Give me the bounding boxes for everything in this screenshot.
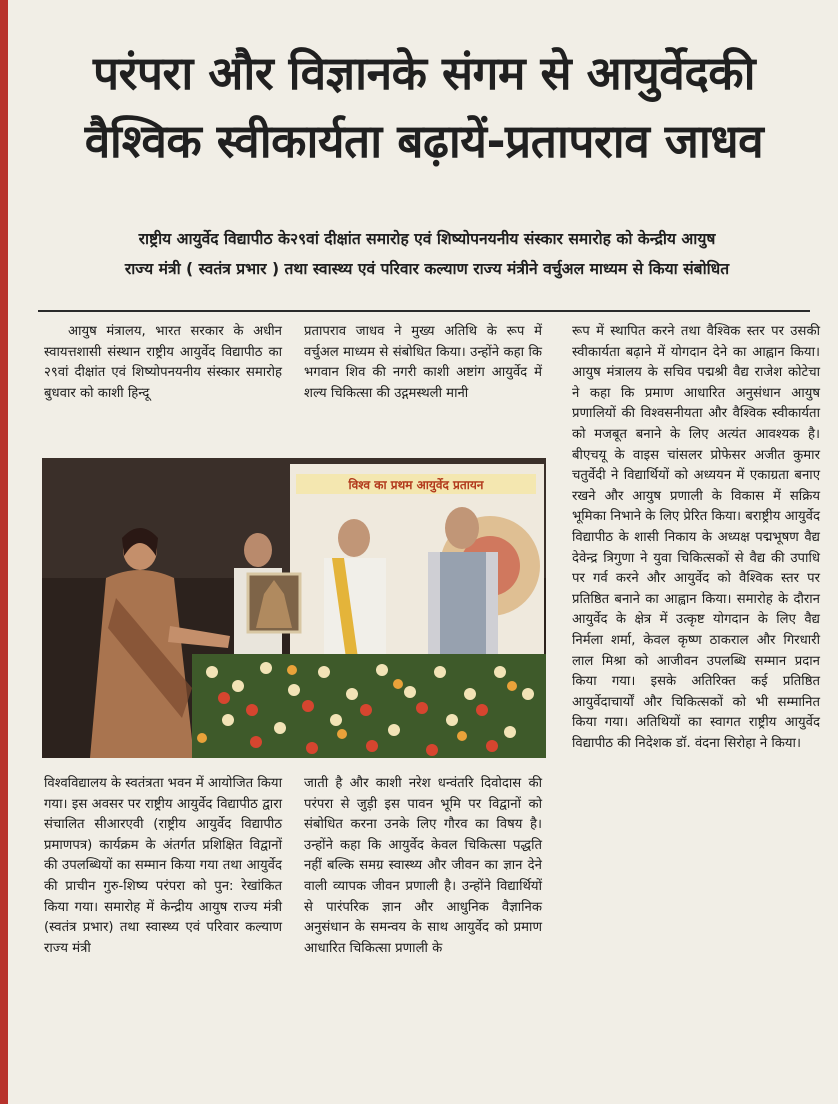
paragraph: प्रतापराव जाधव ने मुख्य अतिथि के रूप में वर्चुअल माध्यम से संबोधित किया। उन्होंने कहा कि भगवान शिव की नगरी काशी अष्टांग आयुर्वेद में शल्य चिकित्सा की उद्गमस्थली मानी xyxy=(304,324,542,401)
guest-figure xyxy=(244,533,272,567)
headline-line-2: वैश्विक स्वीकार्यता बढ़ायें-प्रतापराव जाधव xyxy=(84,114,764,168)
subheadline xyxy=(36,224,818,284)
divider xyxy=(38,310,810,312)
event-photo xyxy=(42,458,546,758)
vc-figure xyxy=(445,507,479,549)
chief-guest-figure xyxy=(338,519,370,557)
page-edge-strip xyxy=(0,0,8,1104)
subheadline-line-2: राज्य मंत्री ( स्वतंत्र प्रभार ) तथा स्वास्थ्य एवं परिवार कल्याण राज्य मंत्रीने वर्चुअल माध्यम से किया संबोधित xyxy=(124,260,730,278)
headline xyxy=(30,40,818,176)
banner-text: विश्व का प्रथम आयुर्वेद प्रतायन xyxy=(348,478,484,492)
paragraph: विश्वविद्यालय के स्वतंत्रता भवन में आयोजित किया गया। इस अवसर पर राष्ट्रीय आयुर्वेद विद्यापीठ द्वारा संचालित सीआरएवी (राष्ट्रीय आयुर्वेद विद्यापीठ प्रमाणपत्र) कार्यक्रम के अंतर्गत प्रशिक्षित विद्वानों की उपलब्धियों का सम्मान किया गया तथा आयुर्वेद की प्राचीन गुरु-शिष्य परंपरा को पुन: रेखांकित किया गया। समारोह में केन्द्रीय आयुष राज्य मंत्री (स्वतंत्र प्रभार) तथा स्वास्थ्य एवं परिवार कल्याण राज्य मंत्री xyxy=(44,776,282,956)
paragraph: जाती है और काशी नरेश धन्वंतरि दिवोदास की परंपरा से जुड़ी इस पावन भूमि पर विद्वानों को संबोधित करना उनके लिए गौरव का विषय है। उन्होंने कहा कि आयुर्वेद केवल चिकित्सा पद्धति नहीं बल्कि समग्र स्वास्थ्य और जीवन का ज्ञान देने वाली व्यापक जीवन प्रणाली है। उन्होंने विद्यार्थियों से पारंपरिक ज्ञान और आधुनिक वैज्ञानिक अनुसंधान के समन्वय के साथ आयुर्वेद को प्रमाण आधारित चिकित्सा प्रणाली के xyxy=(304,776,542,956)
subheadline-line-1: राष्ट्रीय आयुर्वेद विद्यापीठ के२९वां दीक्षांत समारोह एवं शिष्योपनयनीय संस्कार समारोह को केन्द्रीय आयुष xyxy=(138,230,716,248)
headline-line-1: परंपरा और विज्ञानके संगम से आयुर्वेदकी xyxy=(92,46,756,100)
article-column-3 xyxy=(572,322,820,754)
event-photo-illustration xyxy=(42,458,546,758)
article-column-2-top xyxy=(304,322,542,404)
article-column-1-top xyxy=(44,322,282,404)
paragraph: रूप में स्थापित करने तथा वैश्विक स्तर पर उसकी स्वीकार्यता बढ़ाने में योगदान देने का आह्वान किया। आयुष मंत्रालय के सचिव पद्मश्री वैद्य राजेश कोटेचा ने कहा कि प्रमाण आधारित अनुसंधान आयुष प्रणालियों की विश्वसनीयता और वैश्विक स्वीकार्यता को मजबूत बनाने के लिए अत्यंत आवश्यक है। बीएचयू के वाइस चांसलर प्रोफेसर अजीत कुमार चतुर्वेदी ने विद्यार्थियों को अध्ययन में एकाग्रता बनाए रखने और आयुष प्रणाली के विकास में सक्रिय भूमिका निभाने के लिए प्रेरित किया। बराष्ट्रीय आयुर्वेद विद्यापीठ के शासी निकाय के अध्यक्ष पद्मभूषण वैद्य देवेन्द्र त्रिगुणा ने युवा चिकित्सकों से वैद्य की उपाधि पर गर्व करने और आयुर्वेद को वैश्विक स्तर पर प्रतिष्ठित बनाने का आह्वान किया। समारोह के दौरान आयुर्वेद के क्षेत्र में उत्कृष्ट योगदान के लिए वैद्य निर्मला शर्मा, केवल कृष्ण ठाकराल और गिरधारी लाल मिश्रा को आजीवन उपलब्धि सम्मान प्रदान किया गया। इसके अतिरिक्त कई प्रतिष्ठित आयुर्वेदाचार्यों और चिकित्सकों को भी सम्मानित किया गया। अतिथियों का स्वागत राष्ट्रीय आयुर्वेद विद्यापीठ की निदेशक डॉ. वंदना सिरोहा ने किया। xyxy=(572,324,820,751)
article-column-1-bottom xyxy=(44,774,282,959)
article-column-2-bottom xyxy=(304,774,542,959)
paragraph: आयुष मंत्रालय, भारत सरकार के अधीन स्वायत्तशासी संस्थान राष्ट्रीय आयुर्वेद विद्यापीठ का २९वां दीक्षांत एवं शिष्योपनयनीय संस्कार समारोह बुधवार को काशी हिन्दू xyxy=(44,324,282,401)
